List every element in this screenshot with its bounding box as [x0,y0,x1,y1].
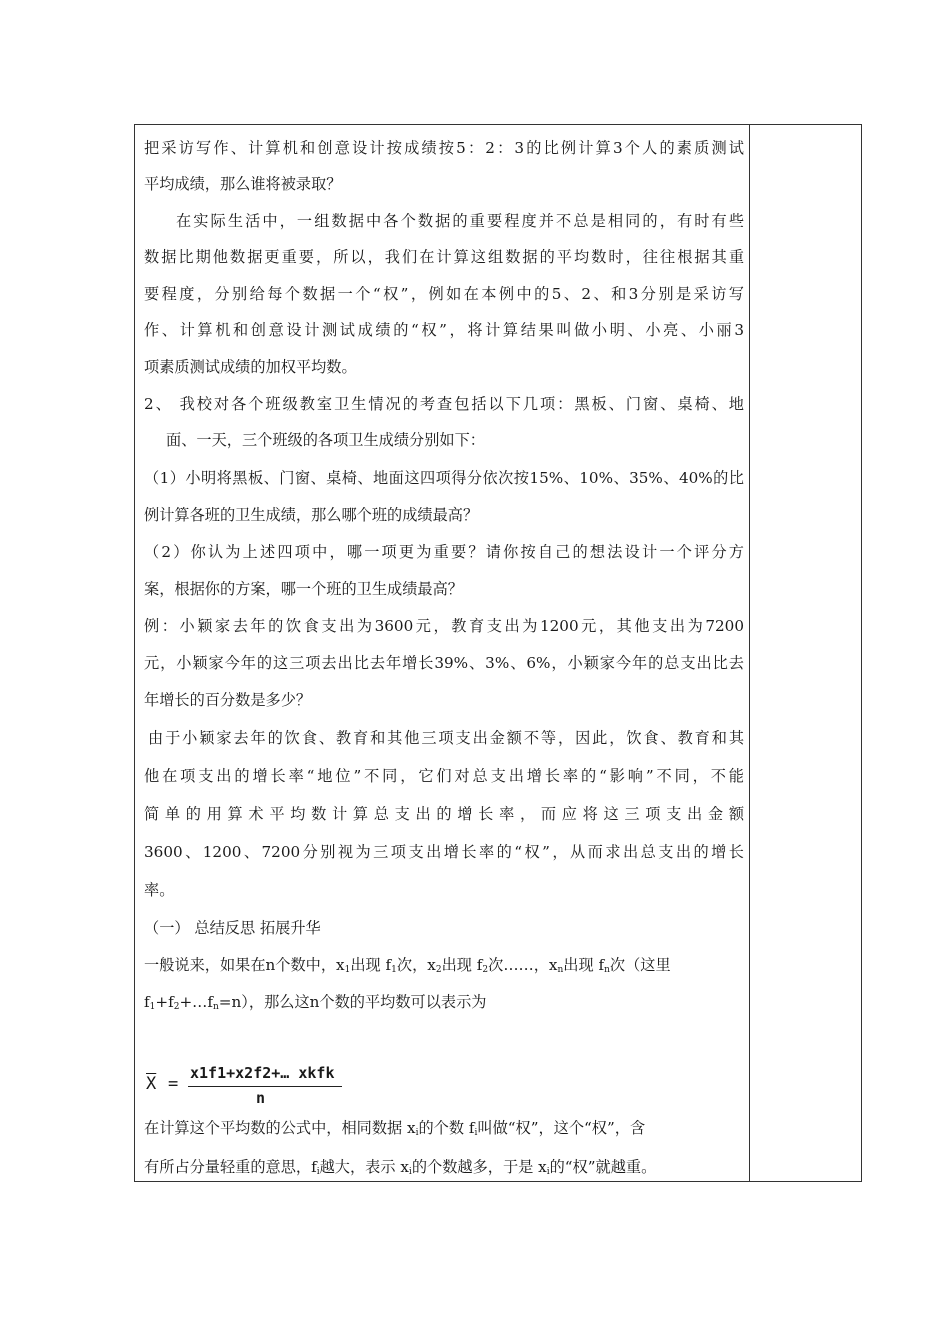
text-line: 一般说来，如果在n个数中，$x_1$出现 $f_1$次，$x_2$出现 $f_2$次……，$x_n$出现 $f_n$次（这里 [144,956,671,975]
text-line: （1）小明将黑板、门窗、桌椅、地面这四项得分依次按15%、10%、35%、40%的比 [144,469,744,487]
text-line: 要程度，分别给每个数据一个“权”，例如在本例中的5、2、和3分别是采访写 [144,285,744,303]
formula-denominator: n [256,1089,266,1107]
weighted-mean-formula [144,1064,404,1110]
mean-symbol: $\overline{X}$ [146,1074,157,1094]
text-line: 有所占分量轻重的意思，$f_i$越大，表示 $x_i$的个数越多，于是 $x_i$的“权”就越重。 [144,1158,657,1177]
text-line: （2）你认为上述四项中，哪一项更为重要？请你按自己的想法设计一个评分方 [144,543,744,561]
text-line: 他在项支出的增长率“地位”不同，它们对总支出增长率的“影响”不同，不能 [144,767,744,785]
text-line: 元，小颖家今年的这三项去出比去年增长39%、3%、6%，小颖家今年的总支出比去 [144,654,744,672]
text-line: 案，根据你的方案，哪一个班的卫生成绩最高？ [144,580,463,598]
equals-sign: = [168,1074,179,1094]
text-line: 作、计算机和创意设计测试成绩的“权”，将计算结果叫做小明、小亮、小丽3 [144,321,744,339]
text-line: 平均成绩，那么谁将被录取？ [144,175,342,193]
text-line: 在计算这个平均数的公式中，相同数据 $x_i$的个数 $f_i$叫做“权”，这个“权”，含 [144,1119,646,1138]
text-line: $f_1+f_2+\dots f_n=n$），那么这n个数的平均数可以表示为 [144,993,487,1012]
section-heading: （一） 总结反思 拓展升华 [144,919,321,937]
text-line: 数据比期他数据更重要，所以，我们在计算这组数据的平均数时，往往根据其重 [144,248,744,266]
text-line: 由于小颖家去年的饮食、教育和其他三项支出金额不等，因此，饮食、教育和其 [148,729,744,747]
text-line: 在实际生活中，一组数据中各个数据的重要程度并不总是相同的，有时有些 [176,212,744,230]
text-line: 面、一天，三个班级的各项卫生成绩分别如下： [166,431,485,449]
text-line: 率。 [144,881,175,899]
column-divider [749,124,750,1182]
text-line: 简单的用算术平均数计算总支出的增长率，而应将这三项支出金额 [144,805,744,823]
fraction-bar [188,1086,342,1087]
text-line: 项素质测试成绩的加权平均数。 [144,358,357,376]
text-line: 例：小颖家去年的饮食支出为3600元，教育支出为1200元，其他支出为7200 [144,617,744,635]
text-line: 年增长的百分数是多少？ [144,691,312,709]
text-line: 2、 我校对各个班级教室卫生情况的考查包括以下几项：黑板、门窗、桌椅、地 [144,395,744,413]
formula-numerator: x1f1+x2f2+… xkfk [190,1064,335,1082]
text-line: 例计算各班的卫生成绩，那么哪个班的成绩最高？ [144,506,479,524]
text-line: 把采访写作、计算机和创意设计按成绩按5：2：3的比例计算3个人的素质测试 [144,139,744,157]
text-line: 3600、1200、7200分别视为三项支出增长率的“权”，从而求出总支出的增长 [144,843,744,861]
